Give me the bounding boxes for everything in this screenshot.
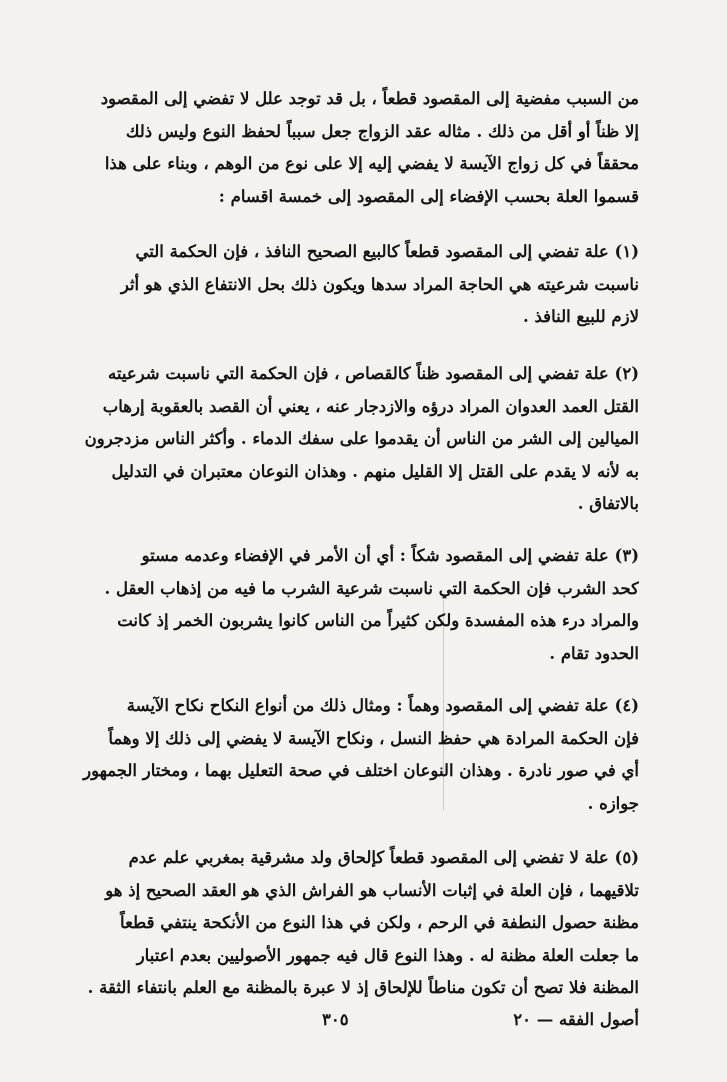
paragraph-intro xyxy=(60,83,639,213)
text-line: تلاقيهما ، فإن العلة في إثبات الأنساب هو الفراش الذي هو العقد الصحيح إذ هو xyxy=(105,880,639,900)
text-line: أي في صور نادرة . وهذان النوعان اختلف في صحة التعليل بهما ، ومختار الجمهور xyxy=(83,761,639,780)
text-line: من السبب مفضية إلى المقصود قطعاً ، بل قد توجد علل لا تفضي إلى المقصود xyxy=(100,89,639,108)
paragraph-item-5 xyxy=(60,842,639,1005)
text-line: بالاتفاق . xyxy=(577,494,639,513)
text-line: الحدود تقام . xyxy=(549,643,639,663)
text-line: جوازه . xyxy=(587,793,639,813)
text-line: (٤) علة تفضي إلى المقصود وهماً : ومثال ذلك من أنواع النكاح نكاح الآيسة xyxy=(126,696,639,715)
page-number: ٣٠٥ xyxy=(322,1010,349,1029)
text-line: ناسبت شرعيته هي الحاجة المراد سدها ويكون ذلك بحل الانتفاع الذي هو أثر xyxy=(120,274,639,294)
text-line: (١) علة تفضي إلى المقصود قطعاً كالبيع الصحيح النافذ ، فإن الحكمة التي xyxy=(135,242,639,261)
text-line: كحد الشرب فإن الحكمة التي ناسبت شرعية الشرب ما فيه من إذهاب العقل . xyxy=(104,578,639,598)
text-line: القتل العمد العدوان المراد درؤه والازدجار عنه ، يعني أن القصد بالعقوبة إرهاب xyxy=(102,396,639,416)
text-line: (٢) علة تفضي إلى المقصود ظناً كالقصاص ، فإن الحكمة التي ناسبت شرعيته xyxy=(108,364,639,383)
text-line: (٥) علة لا تفضي إلى المقصود قطعاً كإلحاق ولد مشرقية بمغربي علم عدم xyxy=(128,848,639,867)
text-line: مظنة حصول النطفة في الرحم ، ولكن في هذا النوع من الأنكحة ينتفي قطعاً xyxy=(120,913,639,932)
book-title: أصول الفقه — ٢٠ xyxy=(513,1010,639,1029)
text-line: والمراد درء هذه المفسدة ولكن كثيراً من الناس كانوا يشربون الخمر إذ كانت xyxy=(117,611,639,630)
paragraph-item-1 xyxy=(60,236,639,334)
text-line: المظنة فلا تصح أن تكون مناطاً للإلحاق إذ لا عبرة بالمظنة مع العلم بانتفاء الثقة . xyxy=(87,978,639,997)
text-line: إلا ظناً أو أقل من ذلك . مثاله عقد الزواج جعل سبباً لحفظ النوع وليس ذلك xyxy=(125,121,639,141)
text-line: ما جعلت العلة مظنة له . وهذا النوع قال فيه جمهور الأصوليين بعدم اعتبار xyxy=(136,945,639,965)
paragraph-item-2 xyxy=(60,358,639,521)
text-line: قسموا العلة بحسب الإفضاء إلى المقصود إلى خمسة اقسام : xyxy=(218,186,639,206)
paragraph-item-4 xyxy=(60,690,639,820)
text-line: (٣) علة تفضي إلى المقصود شكاً : أي أن الأمر في الإفضاء وعدمه مستو xyxy=(141,546,639,565)
page-footer xyxy=(60,1010,639,1040)
text-line: به لأنه لا يقدم على القتل إلا القليل منهم . وهذان النوعان معتبران في التدليل xyxy=(111,461,639,481)
text-line: لازم للبيع النافذ . xyxy=(523,307,639,326)
paragraph-item-3 xyxy=(60,540,639,670)
text-line: فإن الحكمة المرادة هي حفظ النسل ، ونكاح الآيسة لا يفضي إلى ذلك إلا وهماً xyxy=(108,728,639,748)
text-line: محققاً في كل زواج الآيسة لا يفضي إليه إلا على نوع من الوهم ، وبناء على هذا xyxy=(104,154,639,173)
text-line: الميالين إلى الشر من الناس أن يقدموا على سفك الدماء . وأكثر الناس مزدجرون xyxy=(84,429,639,448)
